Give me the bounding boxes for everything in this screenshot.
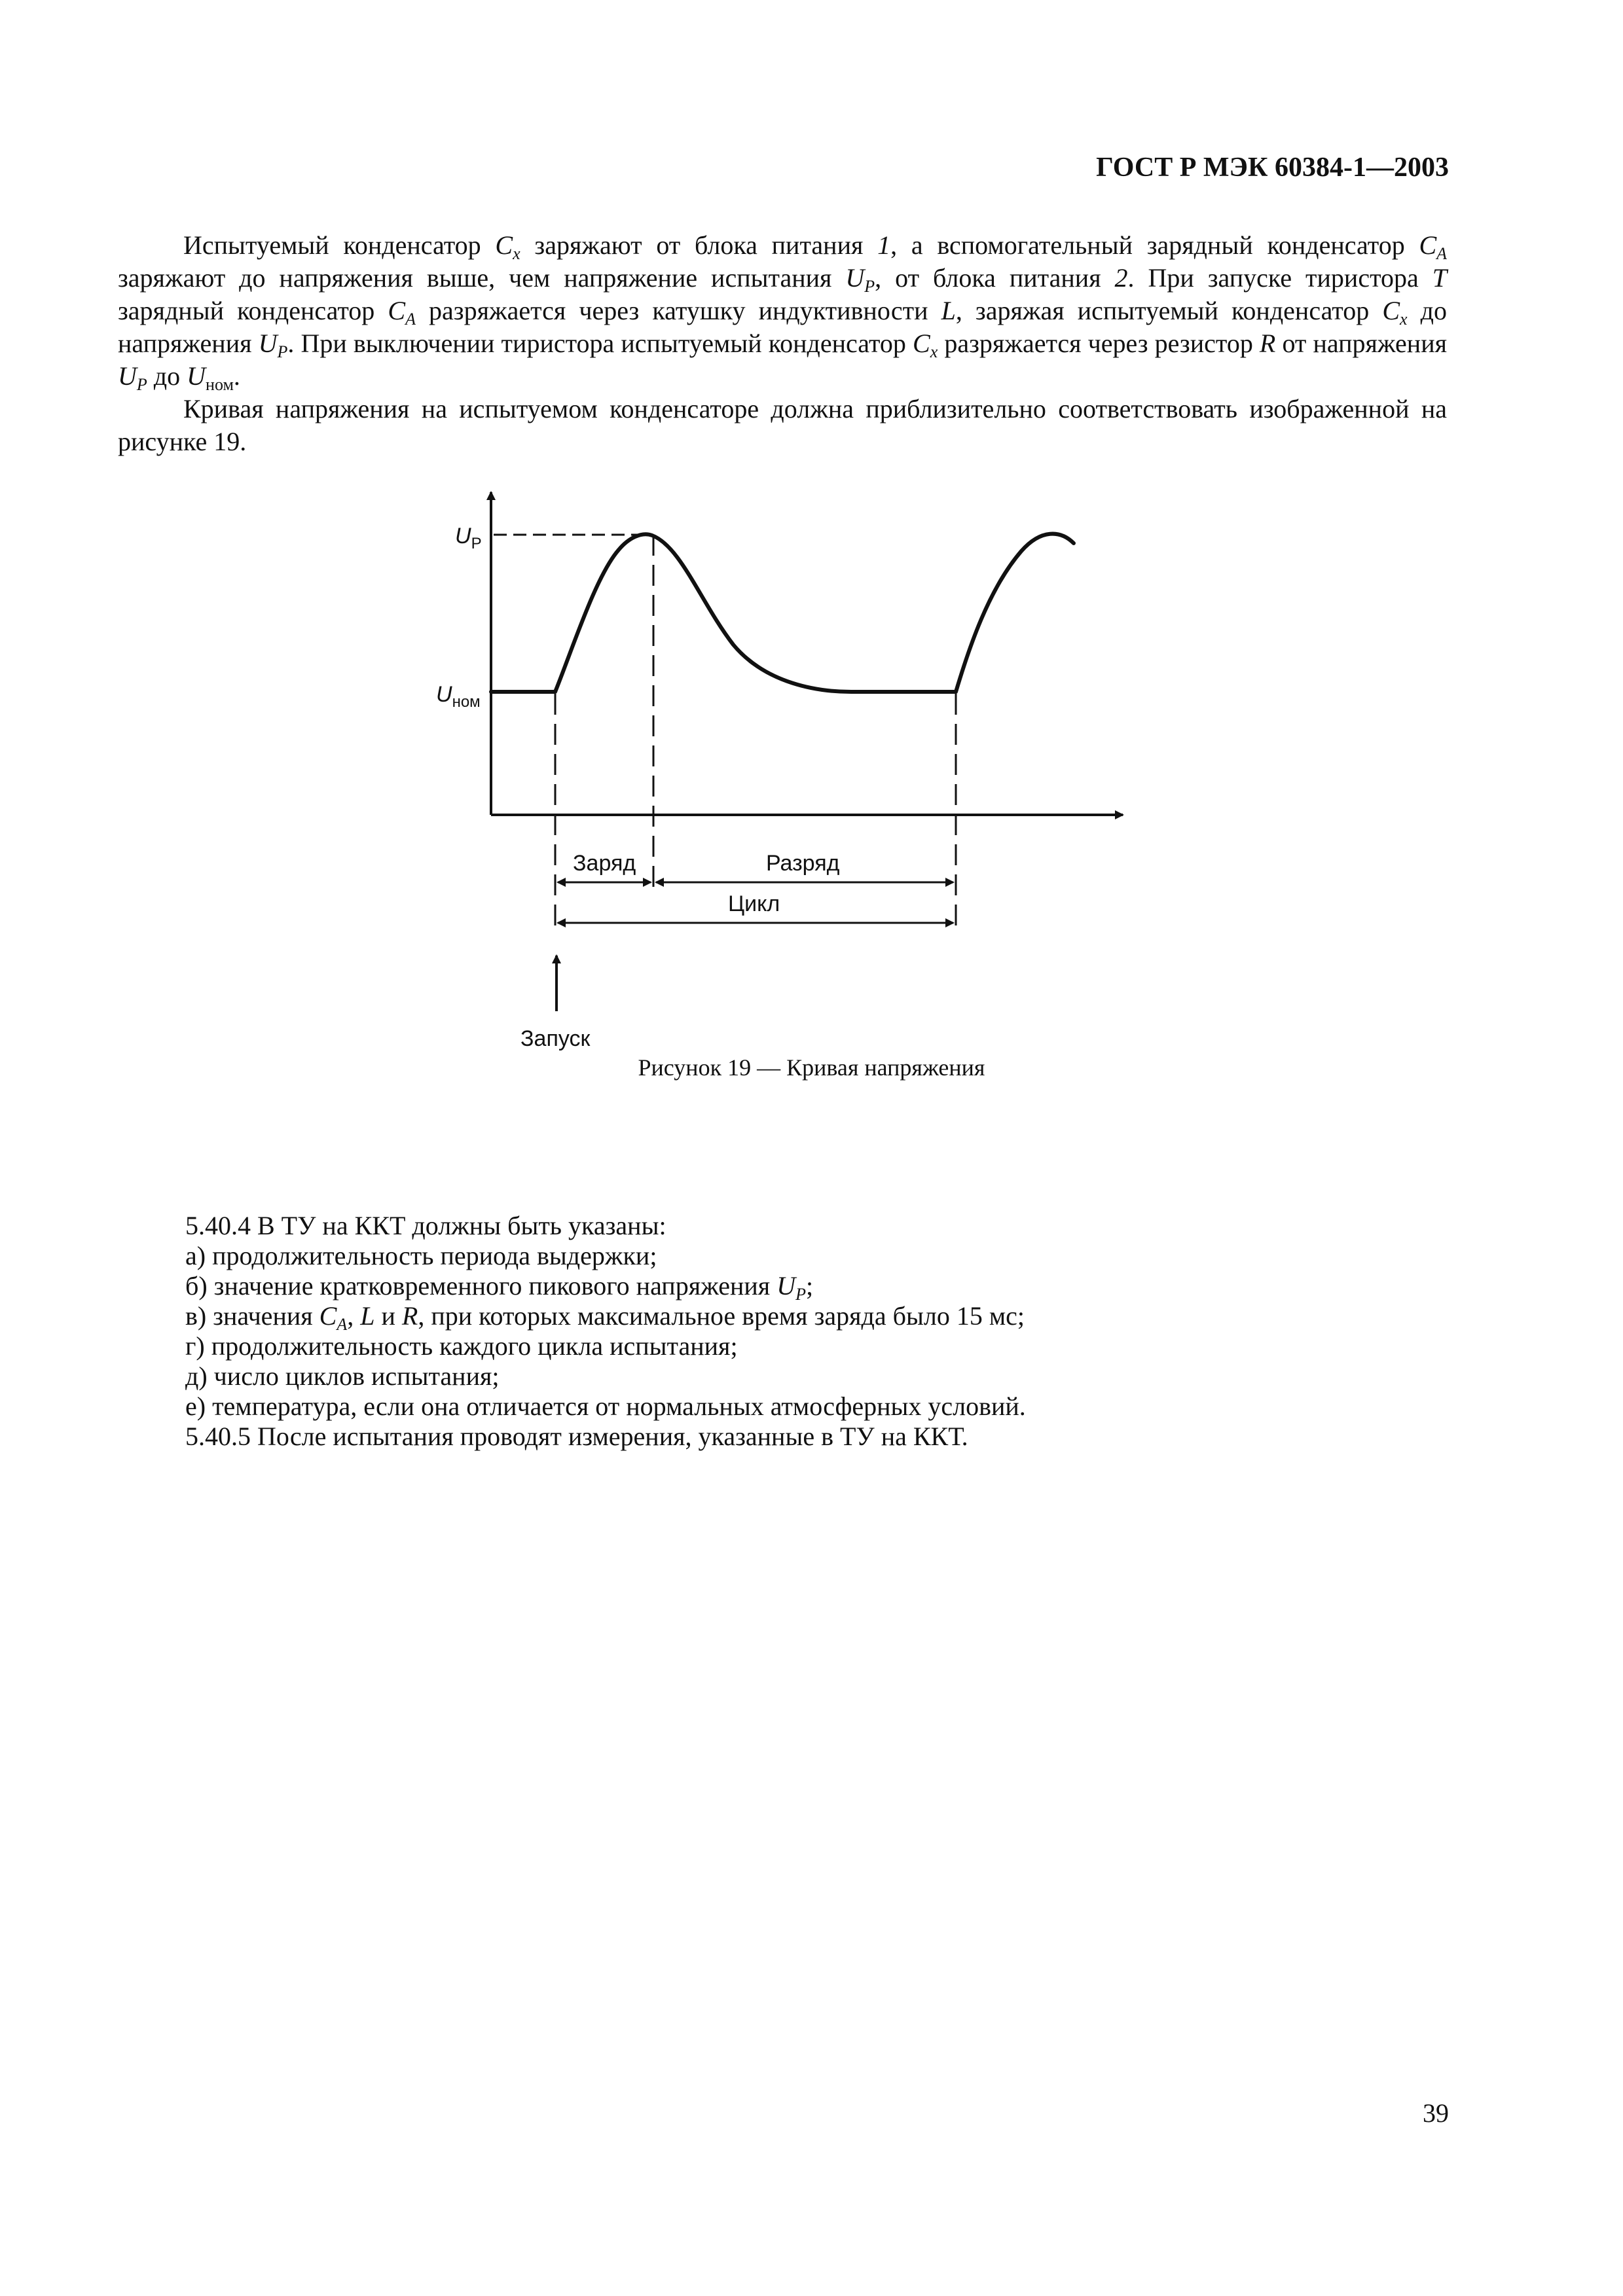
label-discharge: Разряд xyxy=(766,851,840,876)
voltage-curve xyxy=(491,534,1074,692)
clause-5-40-4: 5.40.4 В ТУ на ККТ должны быть указаны: xyxy=(185,1211,666,1240)
paragraph-test-description: Испытуемый конденсатор $C_x$ заряжают от блока питания 1, а вспомогательный зарядный конденсатор $C_A$ заряжают до напряжения выше, чем напряжение испытания $U_P$, от блока питания 2. При запуске тиристора T зарядный конденсатор $C_A$ разряжается через катушку индуктивности L, заряжая испытуемый конденсатор $C_x$ до напряжения $U_P$. При выключении тиристора испытуемый конденсатор $C_x$ разряжается через резистор R от напряжения $U_P$ до $U_{ном}$. xyxy=(118,230,1448,394)
requirements-list xyxy=(185,1211,1026,1452)
paragraph-curve-reference: Кривая напряжения на испытуемом конденсаторе должна приблизительно соответствовать изображенной на рисунке 19. xyxy=(118,394,1447,456)
y-label-up: $U_P$ xyxy=(455,524,482,552)
figure-caption: Рисунок 19 — Кривая напряжения xyxy=(638,1054,985,1081)
list-item-g: г) продолжительность каждого цикла испытания; xyxy=(185,1331,738,1361)
list-item-v: в) значения $C_A$, L и R, при которых максимальное время заряда было 15 мс; xyxy=(185,1301,1025,1334)
y-label-nominal: $U_{ном}$ xyxy=(436,682,481,711)
list-item-e: е) температура, если она отличается от нормальных атмосферных условий. xyxy=(185,1391,1026,1421)
voltage-curve-figure xyxy=(0,471,1623,1060)
label-charge: Заряд xyxy=(573,851,636,876)
list-item-a: а) продолжительность периода выдержки; xyxy=(185,1241,657,1270)
document-header: ГОСТ Р МЭК 60384-1—2003 xyxy=(1096,152,1449,183)
page-number: 39 xyxy=(1423,2098,1449,2128)
list-item-d: д) число циклов испытания; xyxy=(185,1361,500,1391)
label-cycle: Цикл xyxy=(728,891,780,916)
label-start: Запуск xyxy=(520,1026,591,1051)
list-item-b: б) значение кратковременного пикового напряжения $U_P$; xyxy=(185,1271,814,1304)
clause-5-40-5: 5.40.5 После испытания проводят измерения, указанные в ТУ на ККТ. xyxy=(185,1422,968,1451)
